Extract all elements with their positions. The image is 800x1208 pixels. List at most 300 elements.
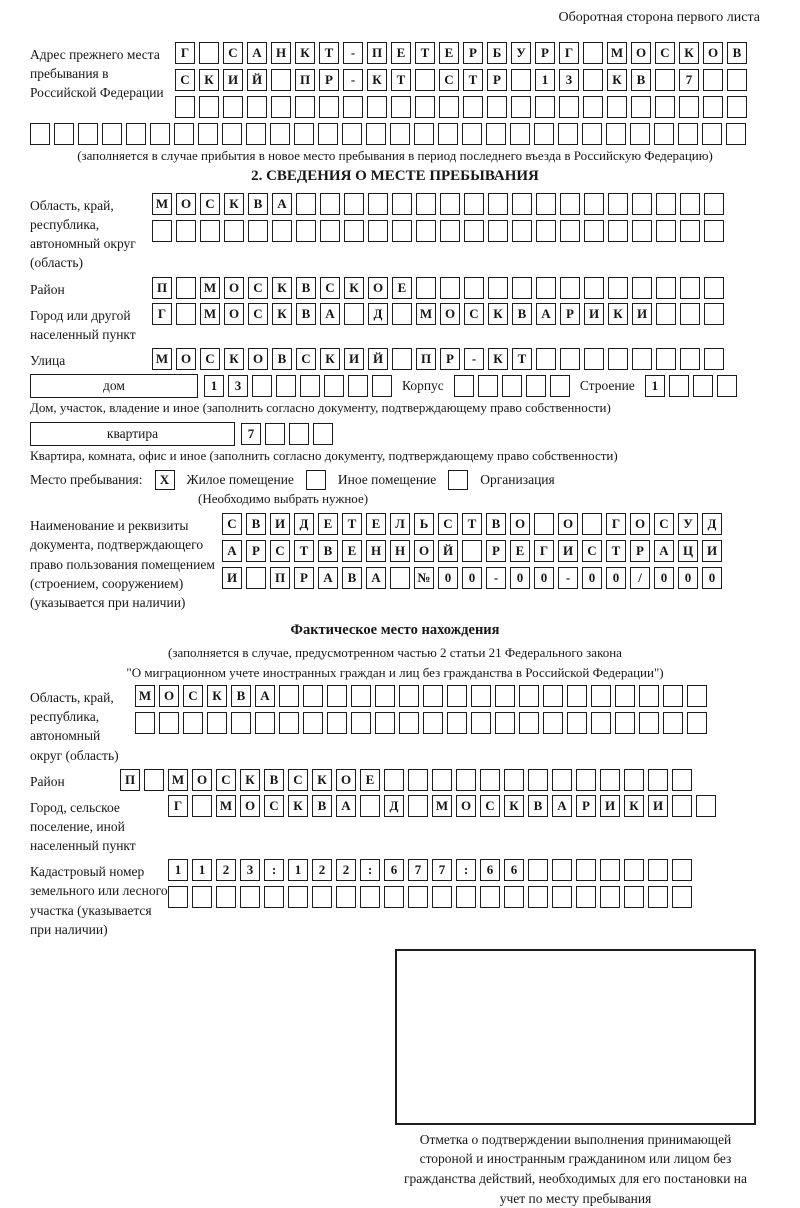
char-cell[interactable]	[480, 769, 500, 791]
char-cell[interactable]	[344, 193, 364, 215]
char-cell[interactable]: И	[702, 540, 722, 562]
char-cell[interactable]: О	[192, 769, 212, 791]
char-cell[interactable]	[313, 423, 333, 445]
char-cell[interactable]: 0	[534, 567, 554, 589]
char-cell[interactable]: 0	[510, 567, 530, 589]
char-cell[interactable]	[632, 277, 652, 299]
char-cell[interactable]	[255, 712, 275, 734]
char-cell[interactable]	[560, 277, 580, 299]
char-cell[interactable]	[399, 712, 419, 734]
char-cell[interactable]: 0	[702, 567, 722, 589]
char-cell[interactable]	[510, 123, 530, 145]
char-cell[interactable]: К	[367, 69, 387, 91]
char-cell[interactable]	[279, 685, 299, 707]
char-cell[interactable]	[368, 220, 388, 242]
char-cell[interactable]: А	[654, 540, 674, 562]
char-cell[interactable]	[174, 123, 194, 145]
char-cell[interactable]	[176, 220, 196, 242]
char-cell[interactable]: Т	[606, 540, 626, 562]
char-cell[interactable]	[535, 96, 555, 118]
char-cell[interactable]	[582, 123, 602, 145]
char-cell[interactable]: О	[159, 685, 179, 707]
char-cell[interactable]	[391, 96, 411, 118]
char-cell[interactable]	[680, 193, 700, 215]
char-cell[interactable]	[392, 193, 412, 215]
char-cell[interactable]	[30, 123, 50, 145]
char-cell[interactable]: М	[152, 193, 172, 215]
char-cell[interactable]	[415, 69, 435, 91]
char-cell[interactable]: О	[510, 513, 530, 535]
char-cell[interactable]	[478, 375, 498, 397]
char-cell[interactable]	[384, 769, 404, 791]
char-cell[interactable]	[591, 712, 611, 734]
apartment-type-box[interactable]: квартира	[30, 422, 235, 446]
char-cell[interactable]	[536, 277, 556, 299]
char-cell[interactable]	[464, 220, 484, 242]
char-cell[interactable]	[438, 123, 458, 145]
char-cell[interactable]: К	[224, 193, 244, 215]
char-cell[interactable]	[423, 685, 443, 707]
char-cell[interactable]: В	[246, 513, 266, 535]
char-cell[interactable]: Р	[535, 42, 555, 64]
char-cell[interactable]	[198, 123, 218, 145]
char-cell[interactable]: Й	[247, 69, 267, 91]
char-cell[interactable]: О	[368, 277, 388, 299]
char-cell[interactable]	[348, 375, 368, 397]
char-cell[interactable]	[656, 348, 676, 370]
char-cell[interactable]	[327, 712, 347, 734]
char-cell[interactable]	[727, 96, 747, 118]
char-cell[interactable]	[246, 567, 266, 589]
char-cell[interactable]: Т	[342, 513, 362, 535]
char-cell[interactable]: Т	[319, 42, 339, 64]
char-cell[interactable]	[584, 220, 604, 242]
char-cell[interactable]	[702, 123, 722, 145]
char-cell[interactable]: С	[296, 348, 316, 370]
char-cell[interactable]: Й	[368, 348, 388, 370]
char-cell[interactable]: Т	[391, 69, 411, 91]
char-cell[interactable]: С	[175, 69, 195, 91]
char-cell[interactable]	[480, 886, 500, 908]
char-cell[interactable]: М	[168, 769, 188, 791]
char-cell[interactable]	[560, 348, 580, 370]
char-cell[interactable]	[704, 193, 724, 215]
char-cell[interactable]: С	[464, 303, 484, 325]
char-cell[interactable]	[687, 712, 707, 734]
char-cell[interactable]: Р	[440, 348, 460, 370]
char-cell[interactable]	[576, 859, 596, 881]
char-cell[interactable]	[504, 886, 524, 908]
char-cell[interactable]	[536, 220, 556, 242]
char-cell[interactable]	[183, 712, 203, 734]
char-cell[interactable]	[471, 712, 491, 734]
char-cell[interactable]: Й	[438, 540, 458, 562]
checkbox-organization[interactable]	[448, 470, 468, 490]
char-cell[interactable]: В	[231, 685, 251, 707]
char-cell[interactable]: В	[318, 540, 338, 562]
char-cell[interactable]: 1	[168, 859, 188, 881]
char-cell[interactable]	[231, 712, 251, 734]
char-cell[interactable]: 0	[654, 567, 674, 589]
char-cell[interactable]: К	[312, 769, 332, 791]
char-cell[interactable]: О	[224, 277, 244, 299]
char-cell[interactable]	[271, 69, 291, 91]
char-cell[interactable]	[608, 220, 628, 242]
checkbox-other-premises[interactable]	[306, 470, 326, 490]
char-cell[interactable]: П	[416, 348, 436, 370]
char-cell[interactable]: О	[224, 303, 244, 325]
char-cell[interactable]: -	[464, 348, 484, 370]
char-cell[interactable]	[703, 96, 723, 118]
char-cell[interactable]	[488, 193, 508, 215]
char-cell[interactable]	[456, 769, 476, 791]
char-cell[interactable]	[320, 220, 340, 242]
char-cell[interactable]	[663, 685, 683, 707]
char-cell[interactable]	[408, 795, 428, 817]
char-cell[interactable]: П	[367, 42, 387, 64]
char-cell[interactable]	[54, 123, 74, 145]
char-cell[interactable]	[536, 348, 556, 370]
char-cell[interactable]: А	[336, 795, 356, 817]
char-cell[interactable]	[679, 96, 699, 118]
char-cell[interactable]: О	[631, 42, 651, 64]
char-cell[interactable]: К	[272, 303, 292, 325]
char-cell[interactable]	[558, 123, 578, 145]
char-cell[interactable]	[608, 277, 628, 299]
char-cell[interactable]	[144, 769, 164, 791]
char-cell[interactable]: И	[584, 303, 604, 325]
char-cell[interactable]: 1	[535, 69, 555, 91]
char-cell[interactable]: С	[582, 540, 602, 562]
char-cell[interactable]	[584, 348, 604, 370]
char-cell[interactable]: А	[552, 795, 572, 817]
char-cell[interactable]: В	[512, 303, 532, 325]
char-cell[interactable]: Г	[168, 795, 188, 817]
char-cell[interactable]	[624, 886, 644, 908]
char-cell[interactable]	[648, 886, 668, 908]
char-cell[interactable]	[320, 193, 340, 215]
char-cell[interactable]	[454, 375, 474, 397]
char-cell[interactable]	[372, 375, 392, 397]
char-cell[interactable]	[696, 795, 716, 817]
char-cell[interactable]	[608, 193, 628, 215]
char-cell[interactable]: Б	[487, 42, 507, 64]
char-cell[interactable]: Д	[368, 303, 388, 325]
char-cell[interactable]	[488, 277, 508, 299]
char-cell[interactable]: П	[295, 69, 315, 91]
char-cell[interactable]	[632, 348, 652, 370]
char-cell[interactable]: И	[632, 303, 652, 325]
char-cell[interactable]	[512, 193, 532, 215]
char-cell[interactable]: -	[343, 69, 363, 91]
char-cell[interactable]	[672, 886, 692, 908]
char-cell[interactable]	[543, 712, 563, 734]
char-cell[interactable]: 1	[192, 859, 212, 881]
char-cell[interactable]: -	[486, 567, 506, 589]
char-cell[interactable]	[375, 712, 395, 734]
char-cell[interactable]: С	[248, 277, 268, 299]
char-cell[interactable]: Р	[463, 42, 483, 64]
char-cell[interactable]	[607, 96, 627, 118]
char-cell[interactable]: 2	[216, 859, 236, 881]
char-cell[interactable]	[704, 277, 724, 299]
char-cell[interactable]: С	[270, 540, 290, 562]
char-cell[interactable]: Ь	[414, 513, 434, 535]
char-cell[interactable]	[303, 712, 323, 734]
char-cell[interactable]: К	[288, 795, 308, 817]
char-cell[interactable]: 7	[679, 69, 699, 91]
char-cell[interactable]: С	[223, 42, 243, 64]
char-cell[interactable]: Р	[294, 567, 314, 589]
char-cell[interactable]: 0	[678, 567, 698, 589]
char-cell[interactable]	[600, 769, 620, 791]
char-cell[interactable]	[199, 96, 219, 118]
char-cell[interactable]	[175, 96, 195, 118]
char-cell[interactable]	[192, 886, 212, 908]
char-cell[interactable]: О	[558, 513, 578, 535]
char-cell[interactable]	[511, 96, 531, 118]
char-cell[interactable]	[624, 859, 644, 881]
char-cell[interactable]: К	[504, 795, 524, 817]
char-cell[interactable]	[600, 886, 620, 908]
char-cell[interactable]: 6	[480, 859, 500, 881]
char-cell[interactable]	[680, 277, 700, 299]
char-cell[interactable]: О	[440, 303, 460, 325]
char-cell[interactable]: П	[120, 769, 140, 791]
char-cell[interactable]	[656, 277, 676, 299]
char-cell[interactable]	[440, 193, 460, 215]
char-cell[interactable]	[512, 277, 532, 299]
char-cell[interactable]	[615, 685, 635, 707]
char-cell[interactable]	[471, 685, 491, 707]
char-cell[interactable]	[656, 220, 676, 242]
char-cell[interactable]	[502, 375, 522, 397]
char-cell[interactable]	[224, 220, 244, 242]
char-cell[interactable]	[168, 886, 188, 908]
char-cell[interactable]	[655, 69, 675, 91]
char-cell[interactable]	[416, 220, 436, 242]
char-cell[interactable]	[423, 712, 443, 734]
char-cell[interactable]	[655, 96, 675, 118]
char-cell[interactable]	[687, 685, 707, 707]
char-cell[interactable]	[439, 96, 459, 118]
char-cell[interactable]	[318, 123, 338, 145]
char-cell[interactable]: А	[536, 303, 556, 325]
char-cell[interactable]	[672, 859, 692, 881]
char-cell[interactable]	[519, 685, 539, 707]
char-cell[interactable]: К	[607, 69, 627, 91]
char-cell[interactable]	[390, 123, 410, 145]
char-cell[interactable]: С	[288, 769, 308, 791]
char-cell[interactable]	[536, 193, 556, 215]
char-cell[interactable]: Е	[439, 42, 459, 64]
char-cell[interactable]	[336, 886, 356, 908]
char-cell[interactable]	[384, 886, 404, 908]
char-cell[interactable]	[654, 123, 674, 145]
char-cell[interactable]: Е	[318, 513, 338, 535]
char-cell[interactable]	[360, 886, 380, 908]
char-cell[interactable]: 7	[241, 423, 261, 445]
char-cell[interactable]: Е	[342, 540, 362, 562]
char-cell[interactable]	[207, 712, 227, 734]
char-cell[interactable]	[368, 193, 388, 215]
char-cell[interactable]: Т	[462, 513, 482, 535]
char-cell[interactable]: О	[248, 348, 268, 370]
char-cell[interactable]	[152, 220, 172, 242]
char-cell[interactable]	[693, 375, 713, 397]
char-cell[interactable]: М	[135, 685, 155, 707]
char-cell[interactable]: К	[488, 303, 508, 325]
char-cell[interactable]	[289, 423, 309, 445]
char-cell[interactable]	[583, 69, 603, 91]
char-cell[interactable]: К	[624, 795, 644, 817]
char-cell[interactable]	[703, 69, 723, 91]
char-cell[interactable]: А	[255, 685, 275, 707]
char-cell[interactable]: И	[344, 348, 364, 370]
char-cell[interactable]: Г	[152, 303, 172, 325]
char-cell[interactable]: Н	[271, 42, 291, 64]
char-cell[interactable]: К	[224, 348, 244, 370]
char-cell[interactable]: П	[270, 567, 290, 589]
char-cell[interactable]	[462, 540, 482, 562]
char-cell[interactable]	[416, 193, 436, 215]
char-cell[interactable]	[464, 277, 484, 299]
char-cell[interactable]: С	[183, 685, 203, 707]
char-cell[interactable]	[624, 769, 644, 791]
char-cell[interactable]: С	[248, 303, 268, 325]
char-cell[interactable]	[600, 859, 620, 881]
char-cell[interactable]	[512, 220, 532, 242]
char-cell[interactable]: А	[222, 540, 242, 562]
char-cell[interactable]	[672, 795, 692, 817]
char-cell[interactable]: С	[480, 795, 500, 817]
char-cell[interactable]: Г	[534, 540, 554, 562]
char-cell[interactable]	[408, 886, 428, 908]
char-cell[interactable]	[272, 220, 292, 242]
char-cell[interactable]: В	[528, 795, 548, 817]
char-cell[interactable]	[632, 193, 652, 215]
char-cell[interactable]: О	[703, 42, 723, 64]
char-cell[interactable]	[631, 96, 651, 118]
char-cell[interactable]: Д	[702, 513, 722, 535]
char-cell[interactable]: В	[486, 513, 506, 535]
char-cell[interactable]	[526, 375, 546, 397]
char-cell[interactable]: 2	[336, 859, 356, 881]
char-cell[interactable]: №	[414, 567, 434, 589]
char-cell[interactable]	[463, 96, 483, 118]
char-cell[interactable]: В	[296, 277, 316, 299]
char-cell[interactable]: В	[631, 69, 651, 91]
char-cell[interactable]: -	[558, 567, 578, 589]
char-cell[interactable]	[552, 886, 572, 908]
char-cell[interactable]	[294, 123, 314, 145]
char-cell[interactable]	[271, 96, 291, 118]
char-cell[interactable]: К	[207, 685, 227, 707]
char-cell[interactable]: 0	[582, 567, 602, 589]
char-cell[interactable]: В	[342, 567, 362, 589]
char-cell[interactable]: 3	[228, 375, 248, 397]
char-cell[interactable]: А	[366, 567, 386, 589]
char-cell[interactable]: А	[272, 193, 292, 215]
char-cell[interactable]	[312, 886, 332, 908]
char-cell[interactable]	[176, 277, 196, 299]
char-cell[interactable]	[360, 795, 380, 817]
char-cell[interactable]	[560, 193, 580, 215]
char-cell[interactable]: О	[414, 540, 434, 562]
char-cell[interactable]: М	[416, 303, 436, 325]
char-cell[interactable]	[567, 712, 587, 734]
char-cell[interactable]	[414, 123, 434, 145]
char-cell[interactable]	[550, 375, 570, 397]
char-cell[interactable]	[632, 220, 652, 242]
char-cell[interactable]: 3	[559, 69, 579, 91]
char-cell[interactable]	[487, 96, 507, 118]
char-cell[interactable]: С	[216, 769, 236, 791]
char-cell[interactable]: К	[344, 277, 364, 299]
char-cell[interactable]: 1	[645, 375, 665, 397]
char-cell[interactable]	[102, 123, 122, 145]
char-cell[interactable]	[584, 277, 604, 299]
char-cell[interactable]	[248, 220, 268, 242]
char-cell[interactable]	[432, 886, 452, 908]
char-cell[interactable]	[126, 123, 146, 145]
char-cell[interactable]	[351, 712, 371, 734]
char-cell[interactable]	[324, 375, 344, 397]
char-cell[interactable]	[704, 348, 724, 370]
char-cell[interactable]: И	[222, 567, 242, 589]
char-cell[interactable]: К	[199, 69, 219, 91]
char-cell[interactable]: 3	[240, 859, 260, 881]
char-cell[interactable]	[390, 567, 410, 589]
char-cell[interactable]: 6	[384, 859, 404, 881]
char-cell[interactable]: О	[176, 348, 196, 370]
char-cell[interactable]	[528, 886, 548, 908]
char-cell[interactable]: К	[240, 769, 260, 791]
char-cell[interactable]: С	[320, 277, 340, 299]
char-cell[interactable]	[495, 685, 515, 707]
char-cell[interactable]	[704, 220, 724, 242]
char-cell[interactable]: И	[558, 540, 578, 562]
char-cell[interactable]	[447, 685, 467, 707]
char-cell[interactable]	[576, 769, 596, 791]
char-cell[interactable]	[296, 220, 316, 242]
char-cell[interactable]	[534, 513, 554, 535]
char-cell[interactable]: Н	[390, 540, 410, 562]
char-cell[interactable]: О	[630, 513, 650, 535]
char-cell[interactable]: К	[320, 348, 340, 370]
char-cell[interactable]: Р	[630, 540, 650, 562]
char-cell[interactable]	[559, 96, 579, 118]
char-cell[interactable]: 0	[606, 567, 626, 589]
char-cell[interactable]	[680, 348, 700, 370]
checkbox-residential[interactable]: X	[155, 470, 175, 490]
char-cell[interactable]: 6	[504, 859, 524, 881]
char-cell[interactable]	[240, 886, 260, 908]
char-cell[interactable]	[296, 193, 316, 215]
char-cell[interactable]	[264, 886, 284, 908]
char-cell[interactable]: О	[336, 769, 356, 791]
char-cell[interactable]: Т	[512, 348, 532, 370]
char-cell[interactable]	[639, 712, 659, 734]
char-cell[interactable]: С	[438, 513, 458, 535]
char-cell[interactable]: С	[439, 69, 459, 91]
char-cell[interactable]: Т	[294, 540, 314, 562]
char-cell[interactable]	[584, 193, 604, 215]
char-cell[interactable]	[223, 96, 243, 118]
char-cell[interactable]	[392, 348, 412, 370]
char-cell[interactable]: И	[223, 69, 243, 91]
char-cell[interactable]: О	[176, 193, 196, 215]
